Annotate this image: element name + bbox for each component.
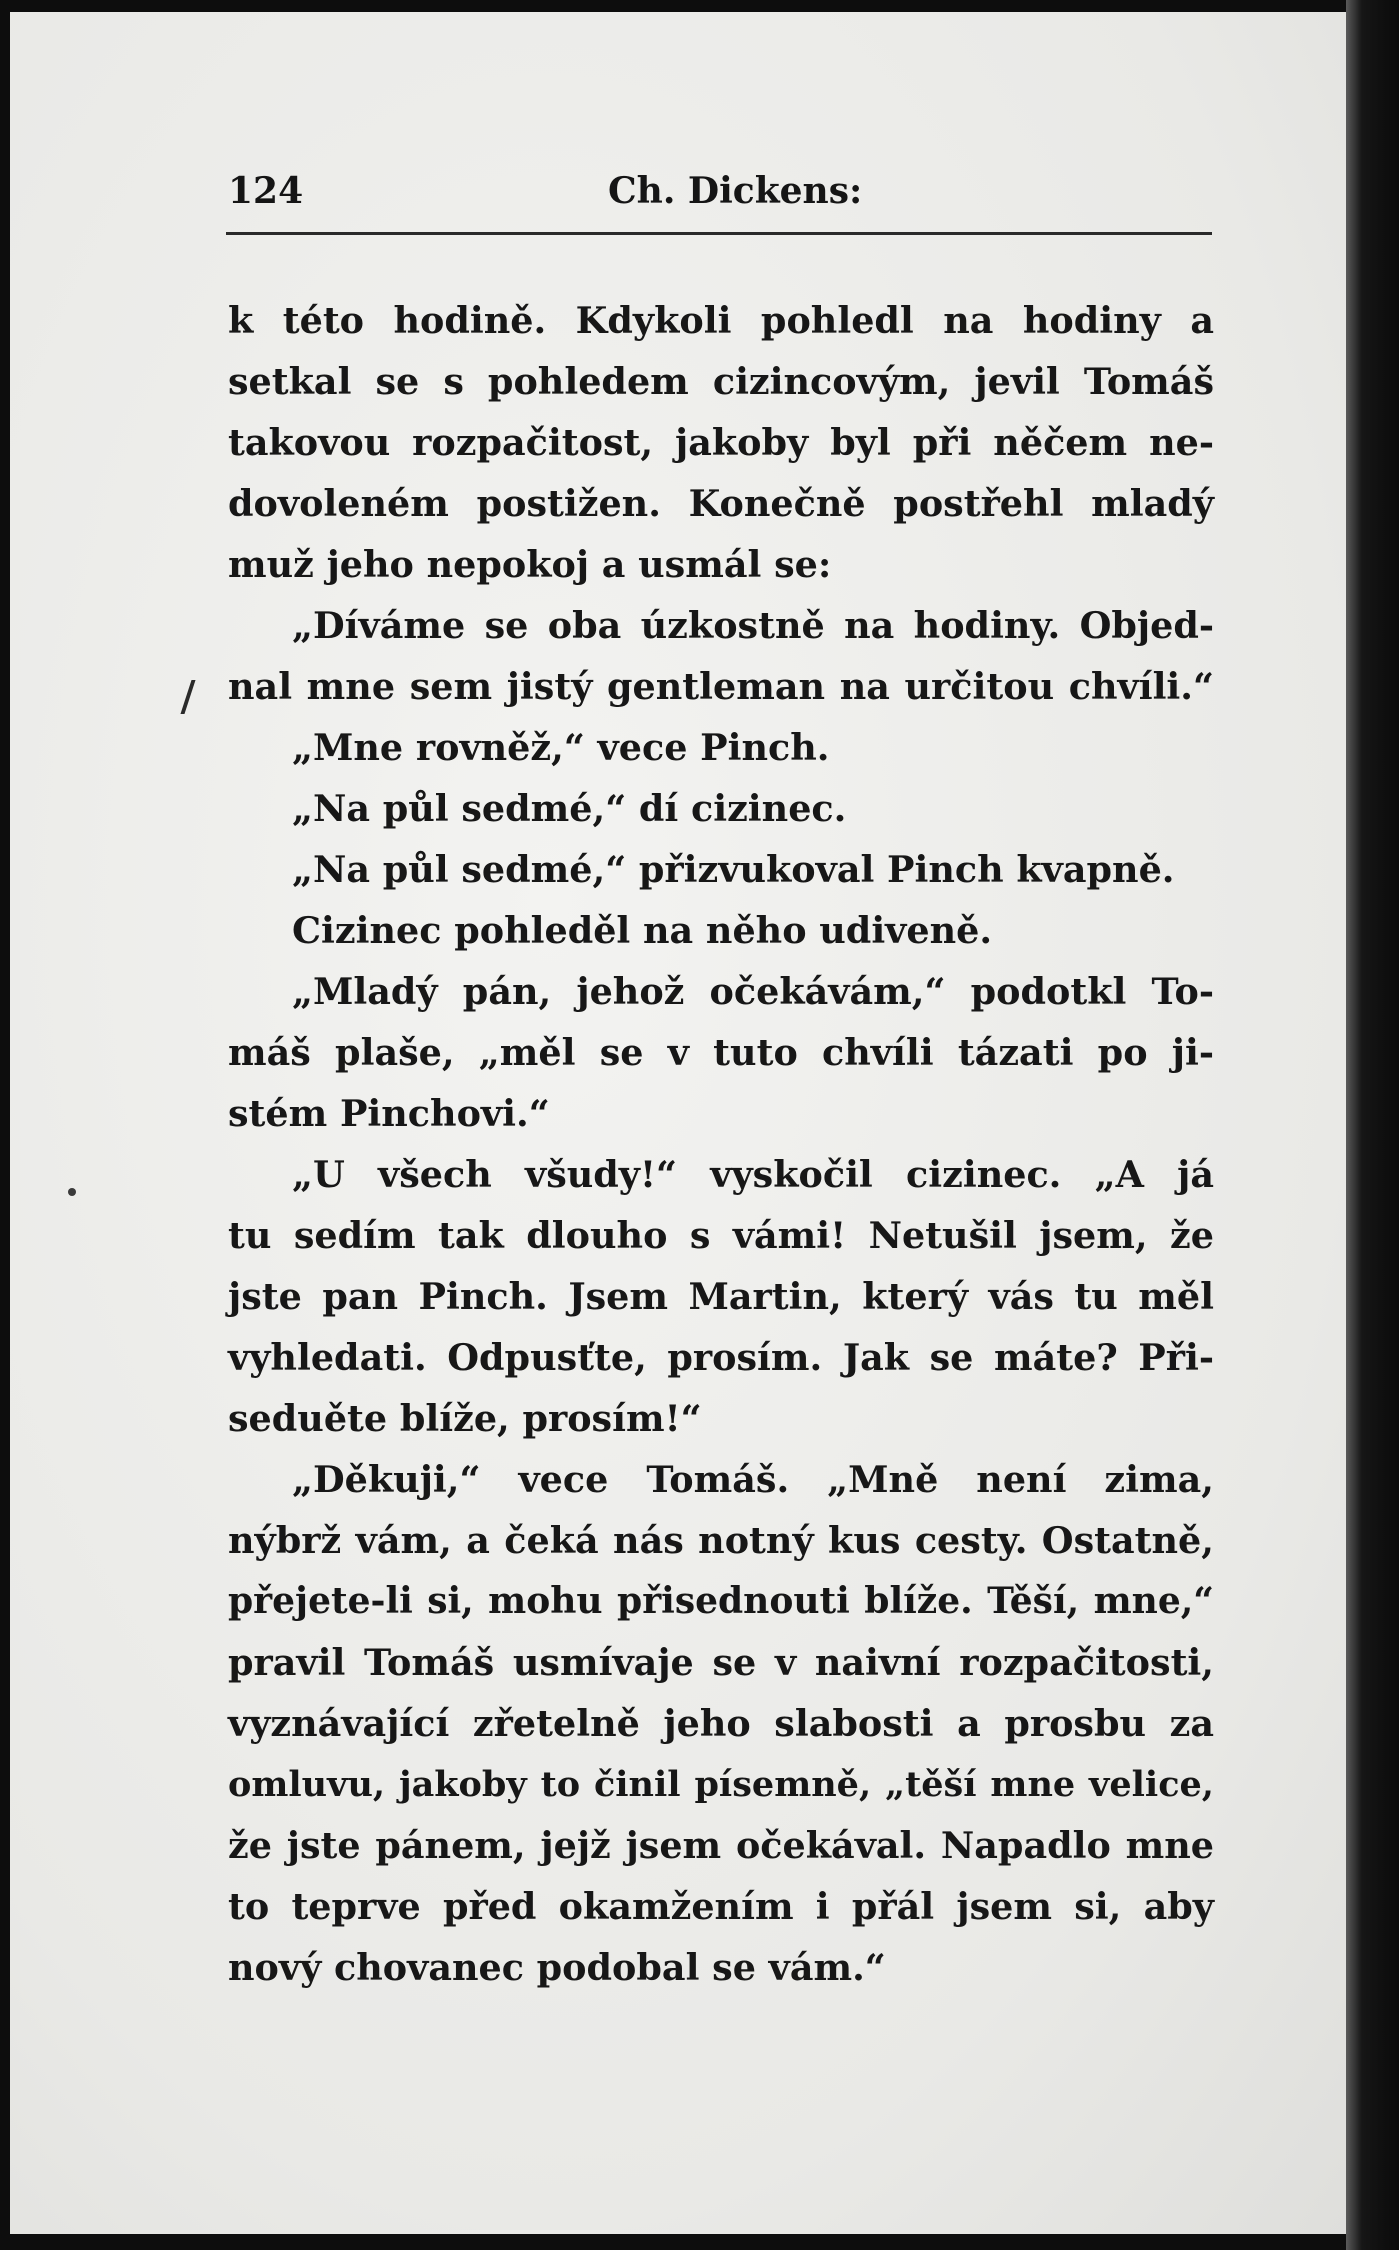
- text-line: takovou rozpačitost, jakoby byl při něčem ne-: [228, 421, 1214, 464]
- text-line: omluvu, jakoby to činil písemně, „těší mne velice,: [228, 1764, 1214, 1805]
- text-line: stém Pinchovi.“: [228, 1092, 550, 1135]
- text-line: nový chovanec podobal se vám.“: [228, 1946, 886, 1989]
- running-title: Ch. Dickens:: [608, 170, 863, 212]
- text-line: že jste pánem, jejž jsem očekával. Napadlo mne: [228, 1824, 1214, 1867]
- body-text: [228, 290, 1214, 1998]
- text-line: vyhledati. Odpusťte, prosím. Jak se máte? Při-: [228, 1336, 1214, 1379]
- text-line: k této hodině. Kdykoli pohledl na hodiny a: [228, 299, 1214, 342]
- text-line: tu sedím tak dlouho s vámi! Netušil jsem, že: [228, 1214, 1214, 1257]
- text-line: setkal se s pohledem cizincovým, jevil Tomáš: [228, 360, 1214, 403]
- text-line: přejete-li si, mohu přisednouti blíže. Těší, mne,“: [228, 1580, 1214, 1622]
- text-line: dovoleném postižen. Konečně postřehl mladý: [228, 482, 1214, 525]
- text-line: „Na půl sedmé,“ přizvukoval Pinch kvapně.: [292, 848, 1175, 891]
- page-header: [228, 170, 1213, 220]
- text-line: máš plaše, „měl se v tuto chvíli tázati po ji-: [228, 1031, 1214, 1074]
- margin-dot-mark: [68, 1188, 76, 1196]
- page-number: 124: [228, 170, 304, 212]
- text-line: „Díváme se oba úzkostně na hodiny. Objed-: [292, 604, 1214, 647]
- header-rule: [226, 232, 1212, 235]
- text-line: muž jeho nepokoj a usmál se:: [228, 543, 832, 586]
- text-line: „Mne rovněž,“ vece Pinch.: [292, 726, 830, 769]
- text-line: vyznávající zřetelně jeho slabosti a prosbu za: [228, 1702, 1214, 1745]
- text-line: „Mladý pán, jehož očekávám,“ podotkl To-: [292, 970, 1214, 1013]
- text-line: „U všech všudy!“ vyskočil cizinec. „A já: [292, 1153, 1214, 1196]
- text-line: „Děkuji,“ vece Tomáš. „Mně není zima,: [292, 1458, 1214, 1501]
- text-line: to teprve před okamžením i přál jsem si, aby: [228, 1885, 1214, 1928]
- text-line: Cizinec pohleděl na něho udiveně.: [292, 909, 993, 952]
- book-spine-shadow: [1346, 0, 1399, 2250]
- text-line: nal mne sem jistý gentleman na určitou chvíli.“: [228, 665, 1214, 708]
- text-line: nýbrž vám, a čeká nás notný kus cesty. Ostatně,: [228, 1519, 1214, 1562]
- text-line: „Na půl sedmé,“ dí cizinec.: [292, 787, 847, 830]
- text-line: seduěte blíže, prosím!“: [228, 1397, 702, 1440]
- text-line: pravil Tomáš usmívaje se v naivní rozpačitosti,: [228, 1641, 1214, 1684]
- text-line: jste pan Pinch. Jsem Martin, který vás tu měl: [228, 1275, 1214, 1318]
